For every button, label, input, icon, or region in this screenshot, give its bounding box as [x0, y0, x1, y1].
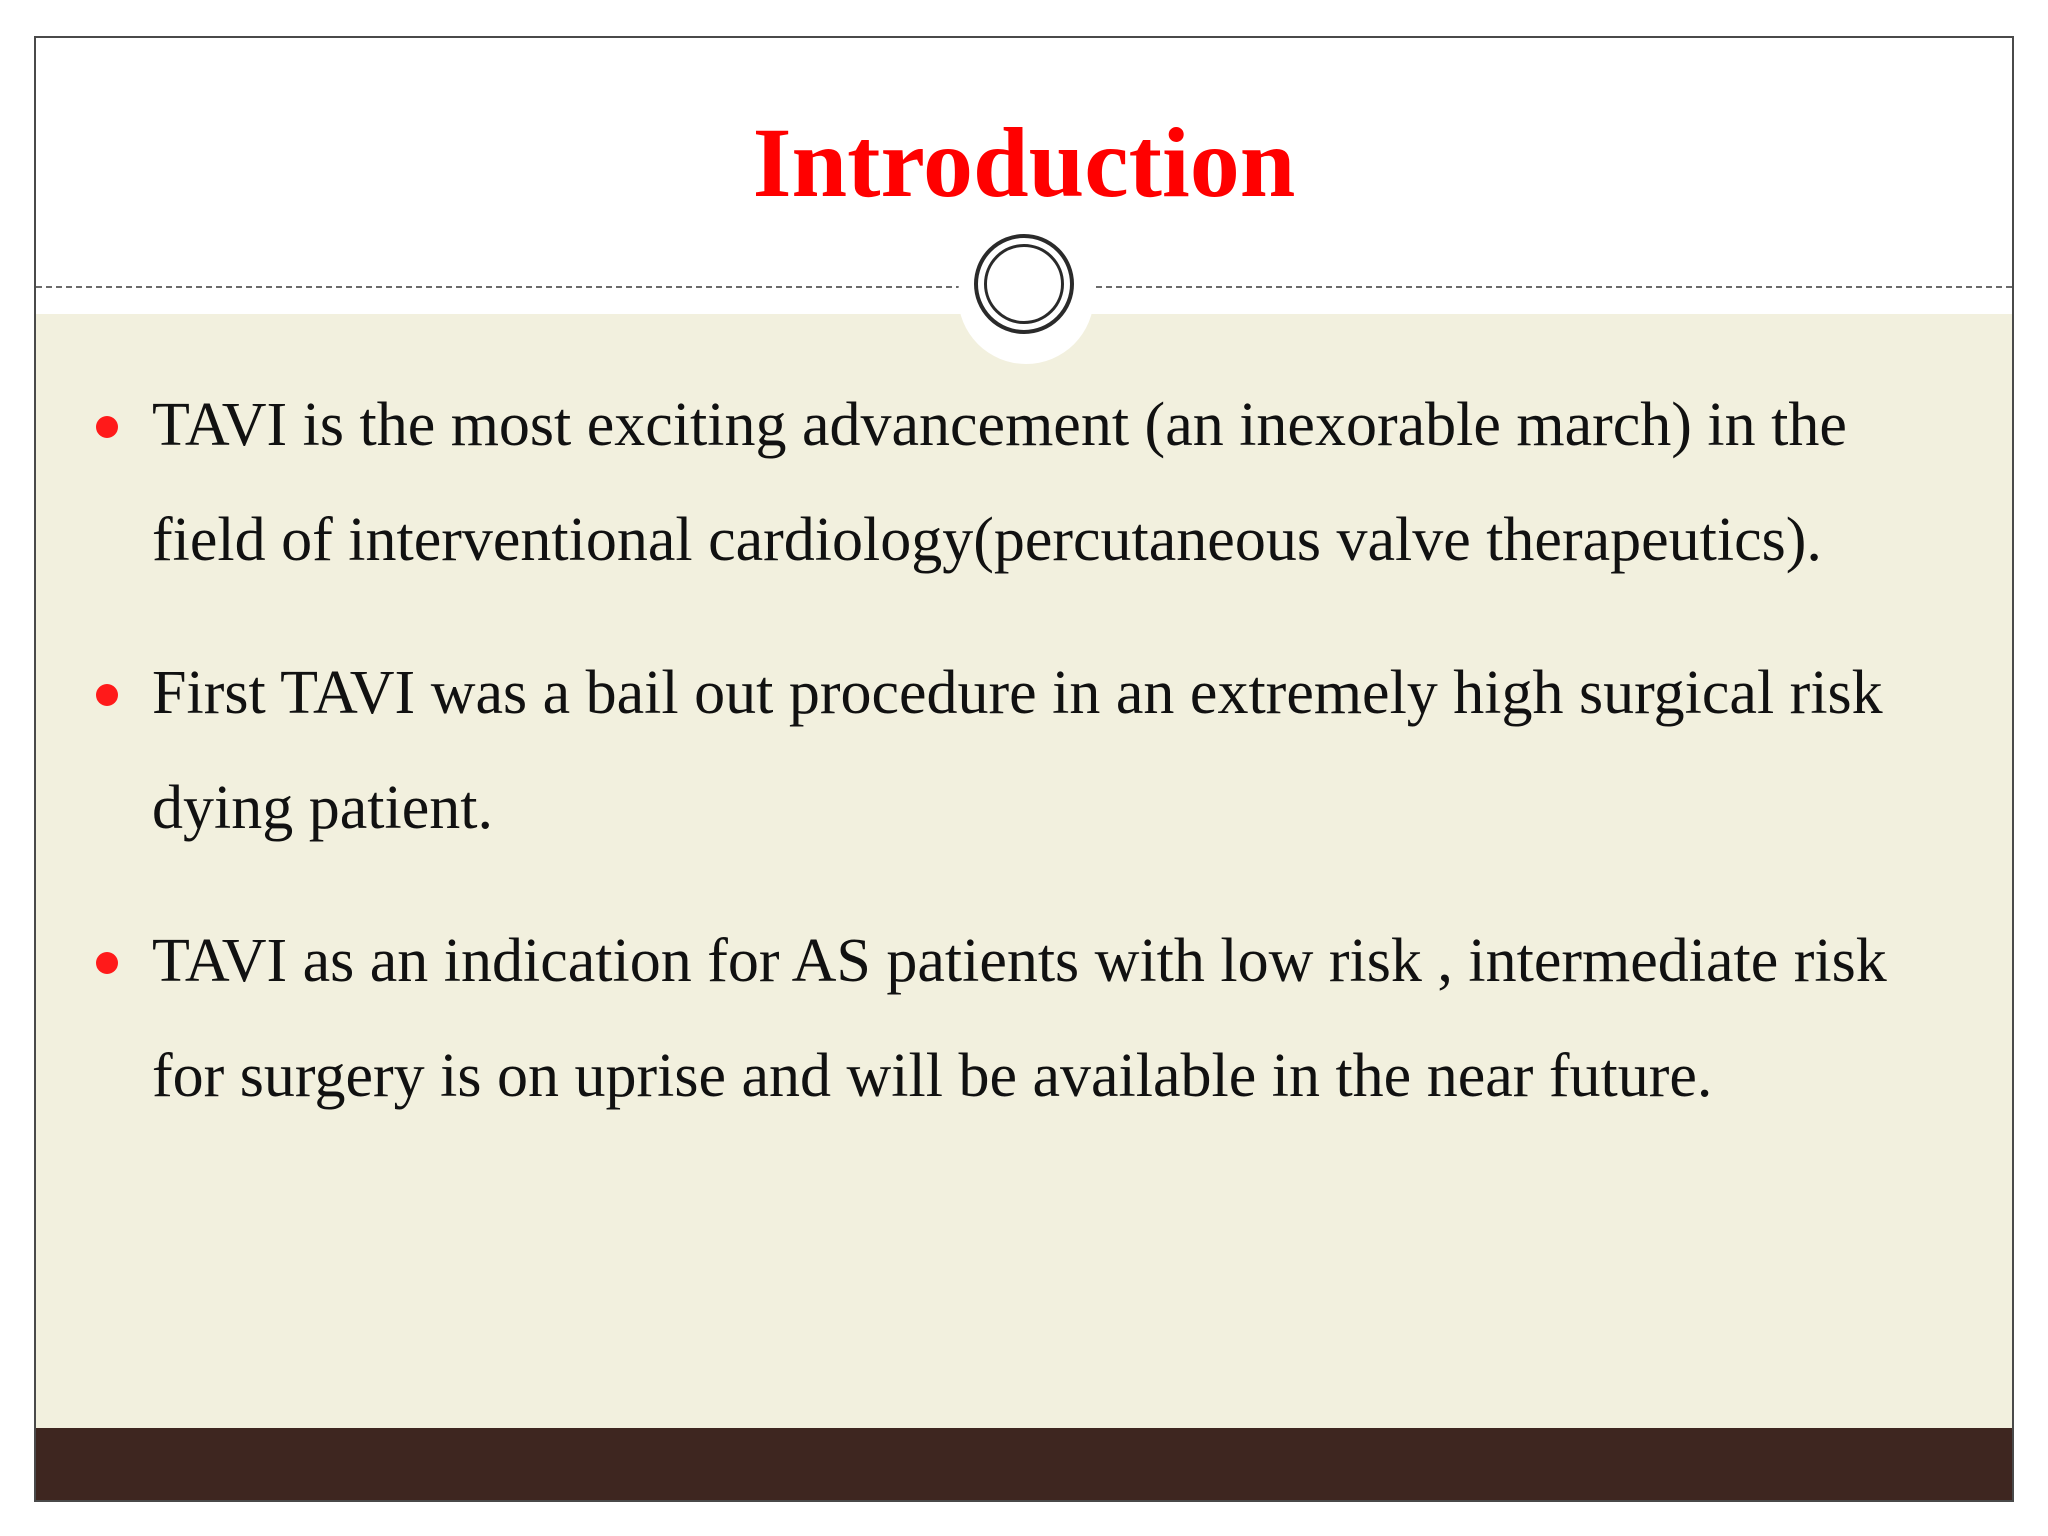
- footer-bar: [36, 1428, 2012, 1500]
- bullet-text: First TAVI was a bail out procedure in an extremely high surgical risk dying patient.: [152, 659, 1883, 842]
- double-ring-icon: [974, 234, 1074, 334]
- slide: [34, 36, 2014, 1502]
- bullet-text: TAVI is the most exciting advancement (an inexorable march) in the field of interventional cardiology(percutaneous valve therapeutics).: [152, 391, 1847, 574]
- red-dot-icon: [96, 952, 118, 974]
- inner-ring-icon: [984, 244, 1064, 324]
- bullet-item: [36, 904, 2012, 1134]
- red-dot-icon: [96, 684, 118, 706]
- bullet-list: [36, 368, 2012, 1172]
- bullet-item: [36, 368, 2012, 598]
- bullet-text: TAVI as an indication for AS patients with low risk , intermediate risk for surgery is on uprise and will be available in the near future.: [152, 927, 1887, 1110]
- red-dot-icon: [96, 416, 118, 438]
- bullet-item: [36, 636, 2012, 866]
- slide-title: Introduction: [752, 107, 1296, 218]
